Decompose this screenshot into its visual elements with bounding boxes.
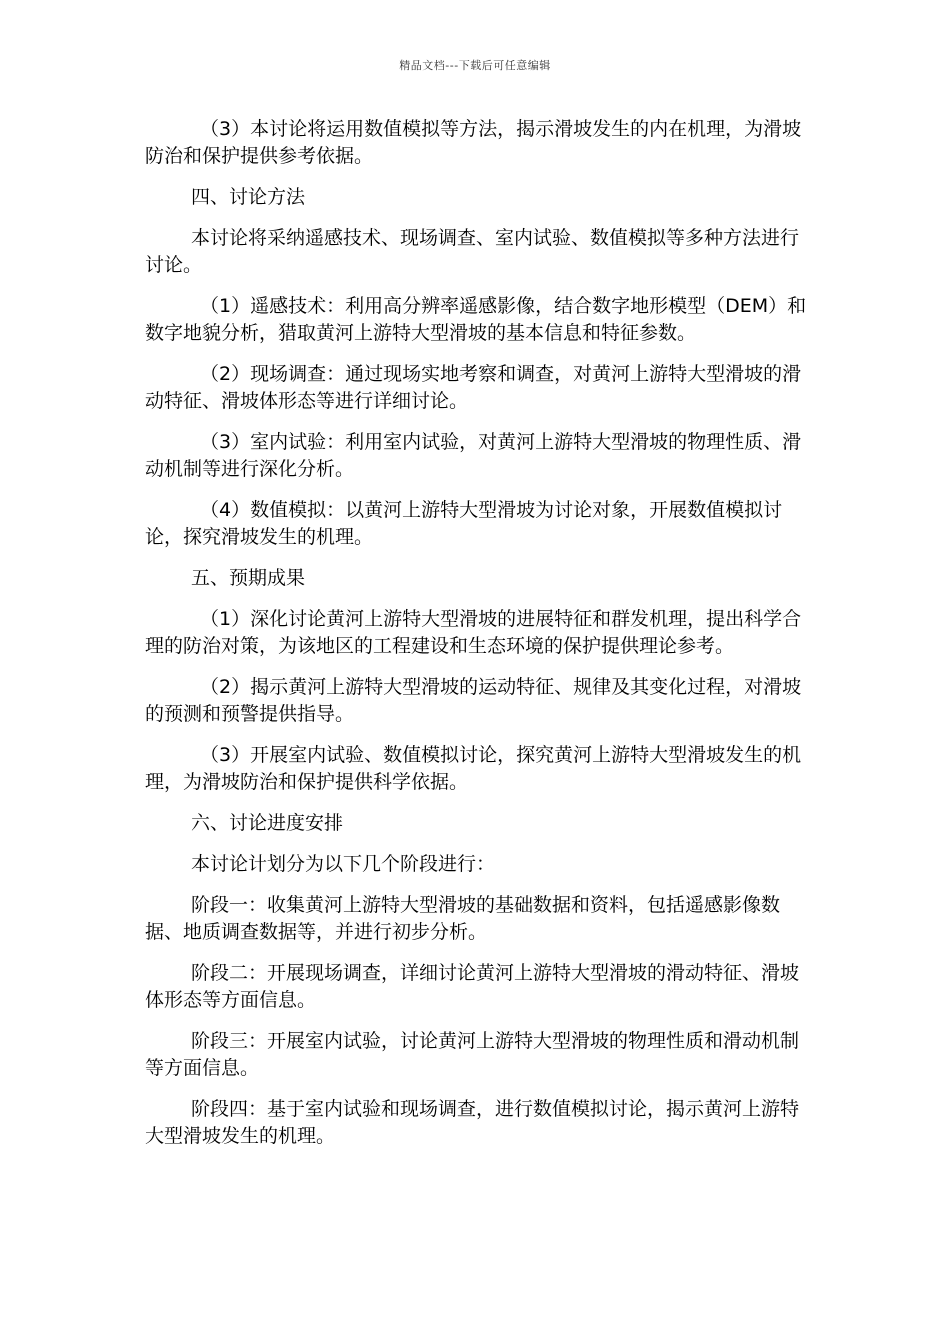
section-heading: 五、预期成果 (191, 567, 306, 589)
page-header: 精品文档---下载后可任意编辑 (399, 59, 551, 72)
paragraph: （2）现场调查：通过现场实地考察和调查，对黄河上游特大型滑坡的滑动特征、滑坡体形态等进行详细讨论。 (145, 363, 802, 412)
paragraph: （1）深化讨论黄河上游特大型滑坡的进展特征和群发机理，提出科学合理的防治对策，为该地区的工程建设和生态环境的保护提供理论参考。 (145, 608, 802, 657)
paragraph: （3）室内试验：利用室内试验，对黄河上游特大型滑坡的物理性质、滑动机制等进行深化分析。 (145, 431, 802, 480)
document-body (145, 116, 815, 1164)
section-heading: 六、讨论进度安排 (191, 812, 344, 834)
paragraph: 阶段四：基于室内试验和现场调查，进行数值模拟讨论，揭示黄河上游特大型滑坡发生的机理。 (145, 1098, 800, 1147)
paragraph: （3）本讨论将运用数值模拟等方法，揭示滑坡发生的内在机理，为滑坡防治和保护提供参考依据。 (145, 118, 802, 167)
paragraph: （4）数值模拟：以黄河上游特大型滑坡为讨论对象，开展数值模拟讨论，探究滑坡发生的机理。 (145, 499, 783, 548)
paragraph: （3）开展室内试验、数值模拟讨论，探究黄河上游特大型滑坡发生的机理，为滑坡防治和保护提供科学依据。 (145, 744, 802, 793)
paragraph: （1）遥感技术：利用高分辨率遥感影像，结合数字地形模型（DEM）和数字地貌分析，猎取黄河上游特大型滑坡的基本信息和特征参数。 (145, 295, 807, 344)
paragraph: 阶段一：收集黄河上游特大型滑坡的基础数据和资料，包括遥感影像数据、地质调查数据等，并进行初步分析。 (145, 894, 781, 943)
paragraph: 阶段二：开展现场调查，详细讨论黄河上游特大型滑坡的滑动特征、滑坡体形态等方面信息。 (145, 962, 800, 1011)
paragraph: （2）揭示黄河上游特大型滑坡的运动特征、规律及其变化过程，对滑坡的预测和预警提供指导。 (145, 676, 802, 725)
section-heading: 四、讨论方法 (191, 186, 306, 208)
paragraph: 本讨论将采纳遥感技术、现场调查、室内试验、数值模拟等多种方法进行讨论。 (145, 227, 800, 276)
paragraph: 阶段三：开展室内试验，讨论黄河上游特大型滑坡的物理性质和滑动机制等方面信息。 (145, 1030, 800, 1079)
paragraph: 本讨论计划分为以下几个阶段进行： (191, 853, 496, 875)
